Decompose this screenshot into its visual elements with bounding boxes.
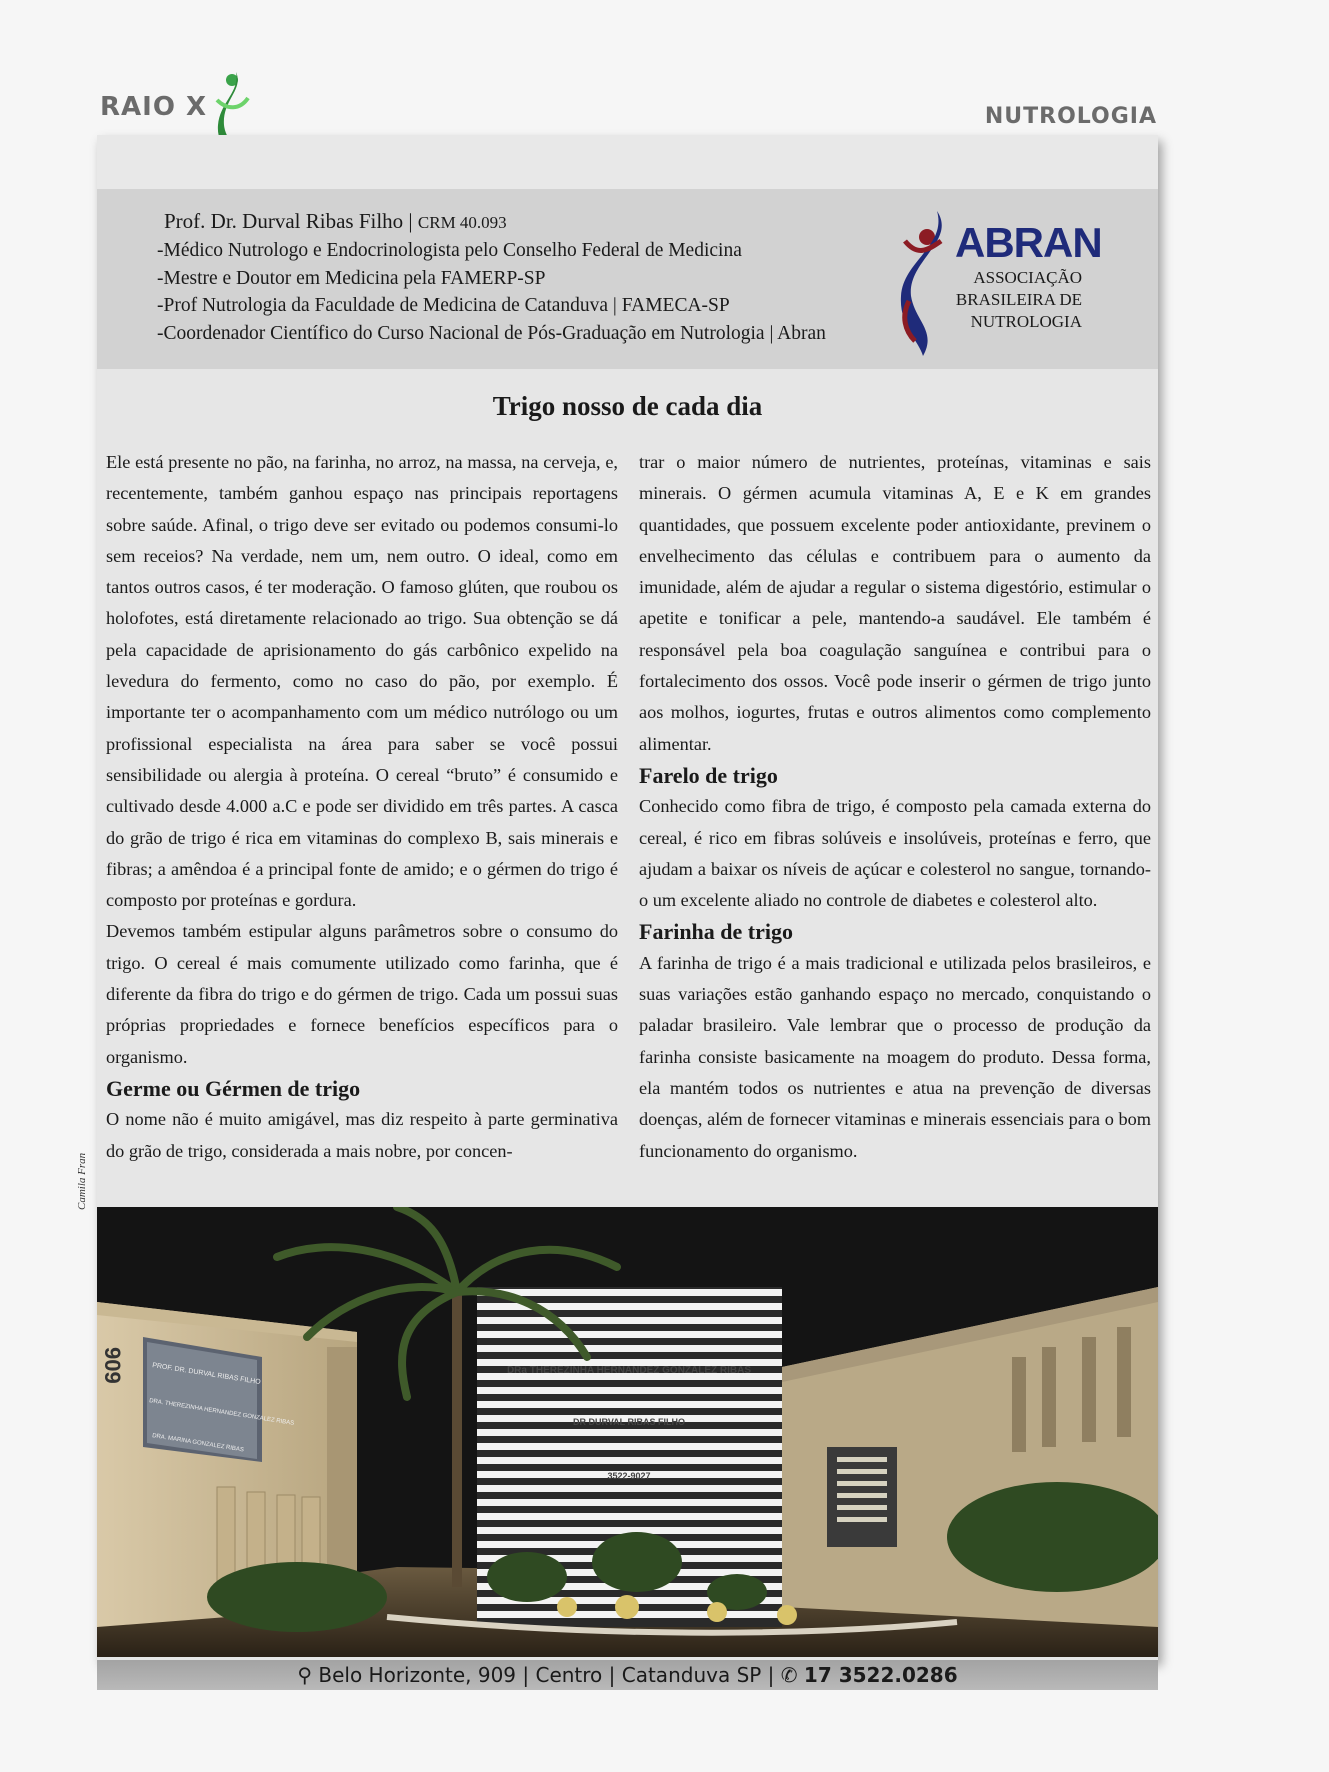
paragraph: A farinha de trigo é a mais tradicional e utilizada pelos brasileiros, e suas variações estão ganhando espaço no mercado, conquistando o paladar brasileiro. Vale lembrar que o processo de produção da farinha consiste basicamente na moagem do produto. Dessa forma, ela mantém todos os nutrientes e atua na prevenção de diversas doenças, além de fornecer vitaminas e minerais essenciais para o bom funcionamento do organismo. bbox=[639, 952, 1151, 1161]
author-separator: | bbox=[408, 209, 418, 233]
sign-line: DRA. MARINA GONZALEZ RIBAS bbox=[151, 1433, 245, 1454]
subheading-farelo: Farelo de trigo bbox=[639, 762, 778, 788]
section-tag: NUTROLOGIA bbox=[984, 104, 1157, 129]
credential-line: -Mestre e Doutor em Medicina pela FAMERP-SP bbox=[157, 267, 546, 289]
article-column-right bbox=[639, 447, 1151, 1167]
abran-sub-line: NUTROLOGIA bbox=[970, 312, 1082, 331]
wall-name-1: DRa THEREZINHA HERNANDEZ GONZALEZ RIBAS bbox=[506, 1365, 752, 1376]
paragraph: trar o maior número de nutrientes, proteínas, vitaminas e sais minerais. O gérmen acumula vitaminas A, E e K em grandes quantidades, que possuem excelente poder antioxidante, previnem o envelhecimento das células e contribuem para o aumento da imunidade, além de ajudar a regular o sistema digestório, estimular o apetite e tonificar a pele, mantendo-a saudável. Ele também é responsável pela boa coagulação sanguínea e contribui para o fortalecimento dos ossos. Você pode inserir o gérmen de trigo junto aos molhos, iogurtes, frutas e outros alimentos como complemento alimentar. bbox=[639, 452, 1151, 754]
abran-name: ABRAN bbox=[955, 219, 1102, 266]
clinic-photo bbox=[97, 1207, 1158, 1657]
clinic-photo-illustration bbox=[97, 1207, 1158, 1657]
subheading-germe: Germe ou Gérmen de trigo bbox=[106, 1075, 361, 1101]
house-number: 909 bbox=[100, 1347, 125, 1384]
paragraph: O nome não é muito amigável, mas diz respeito à parte germinativa do grão de trigo, considerada a mais nobre, por concen- bbox=[106, 1109, 618, 1161]
address-text: Belo Horizonte, 909 | Centro | Catanduva SP | bbox=[318, 1663, 775, 1687]
sign-line: DRA. THEREZINHA HERNANDEZ GONZALEZ RIBAS bbox=[148, 1398, 295, 1427]
paragraph: Devemos também estipular alguns parâmetros sobre o consumo do trigo. O cereal é mais comumente utilizado como farinha, que é diferente da fibra do trigo e do gérmen de trigo. Cada um possui suas próprias propriedades e fornece benefícios específicos para o organismo. bbox=[106, 921, 618, 1067]
abran-subtitle bbox=[947, 267, 1082, 333]
brand-raio-x: RAIO X bbox=[100, 92, 208, 122]
sign-line: PROF. DR. DURVAL RIBAS FILHO bbox=[151, 1362, 261, 1387]
photo-credit: Camila Fran bbox=[76, 1152, 88, 1210]
credential-line: -Médico Nutrologo e Endocrinologista pelo Conselho Federal de Medicina bbox=[157, 240, 742, 261]
article-card bbox=[97, 135, 1158, 1660]
phone-number: 17 3522.0286 bbox=[803, 1663, 958, 1687]
credential-line: -Prof Nutrologia da Faculdade de Medicina de Catanduva | FAMECA-SP bbox=[157, 295, 730, 316]
paragraph: Ele está presente no pão, na farinha, no arroz, na massa, na cerveja, e, recentemente, também ganhou espaço nas principais reportagens sobre saúde. Afinal, o trigo deve ser evitado ou podemos consumi-lo sem receios? Na verdade, nem um, nem outro. O ideal, como em tantos outros casos, é ter moderação. O famoso glúten, que roubou os holofotes, está diretamente relacionado ao trigo. Sua obtenção se dá pela capacidade de aprisionamento do gás carbônico expelido na levedura do fermento, como no caso do pão, por exemplo. É importante ter o acompanhamento com um médico nutrólogo ou um profissional especialista na área para saber se você possui sensibilidade ou alergia à proteína. O cereal “bruto” é consumido e cultivado desde 4.000 a.C e pode ser dividido em três partes. A casca do grão de trigo é rica em vitaminas do complexo B, sais minerais e fibras; a amêndoa é a principal fonte de amido; e o gérmen do trigo é composto por proteínas e gordura. bbox=[106, 452, 618, 911]
author-credentials bbox=[157, 237, 826, 347]
location-pin-icon: ⚲ bbox=[297, 1663, 312, 1687]
wall-phone: 3522-9027 bbox=[607, 1471, 651, 1481]
author-crm: CRM 40.093 bbox=[417, 213, 507, 232]
subheading-farinha: Farinha de trigo bbox=[639, 919, 793, 945]
wall-name-2: DR DURVAL RIBAS FILHO bbox=[572, 1417, 686, 1427]
abran-sub-line: BRASILEIRA DE bbox=[955, 290, 1082, 309]
author-band bbox=[97, 189, 1158, 369]
credential-line: -Coordenador Científico do Curso Nacional de Pós-Graduação em Nutrologia | Abran bbox=[157, 322, 826, 344]
author-name-text: Prof. Dr. Durval Ribas Filho bbox=[164, 209, 404, 233]
article-title: Trigo nosso de cada dia bbox=[492, 391, 763, 421]
phone-icon: ✆ bbox=[780, 1663, 798, 1687]
card-top-band bbox=[97, 135, 1158, 189]
abran-sub-line: ASSOCIAÇÃO bbox=[973, 268, 1082, 287]
article-column-left bbox=[106, 447, 618, 1167]
author-name bbox=[164, 209, 507, 234]
address-bar bbox=[97, 1660, 1158, 1690]
paragraph: Conhecido como fibra de trigo, é composto pela camada externa do cereal, é rico em fibras solúveis e insolúveis, proteínas e ferro, que ajudam a baixar os níveis de açúcar e colesterol no sangue, tornando-o um excelente aliado no controle de diabetes e colesterol alto. bbox=[639, 796, 1151, 911]
